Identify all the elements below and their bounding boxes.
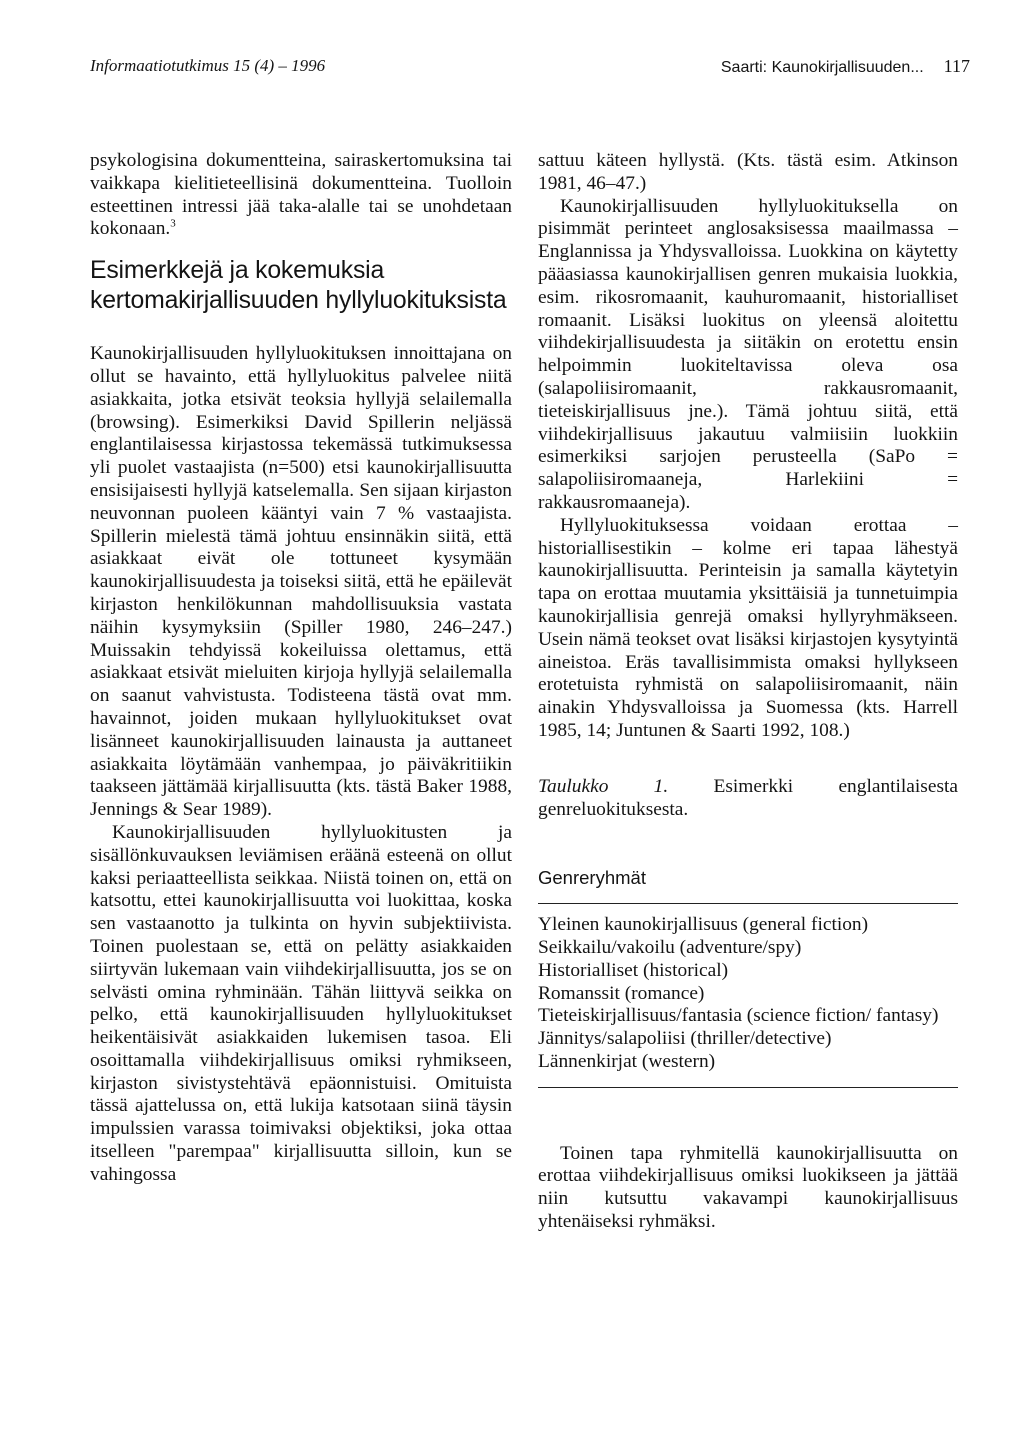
table-row: Tieteiskirjallisuus/fantasia (science fiction/ fantasy) xyxy=(538,1005,939,1027)
table-row: Historialliset (historical) xyxy=(538,959,729,981)
table-row: Romanssit (romance) xyxy=(538,982,705,1004)
table-top-rule xyxy=(538,903,958,904)
left-column xyxy=(90,150,512,1187)
genre-table xyxy=(538,867,958,1087)
table-rows xyxy=(538,914,958,1074)
section-heading: Esimerkkejä ja kokemuksia kertomakirjallisuuden hyllyluokituksista xyxy=(90,257,507,315)
paragraph-second-approach: Toinen tapa ryhmitellä kaunokirjallisuutta on erottaa viihdekirjallisuus omiksi luokikseen ja jättää niin kutsuttu vakavampi kaunokirjallisuus yhtenäiseksi ryhmäksi. xyxy=(538,1142,958,1233)
table-bottom-rule xyxy=(538,1087,958,1088)
running-header xyxy=(90,56,970,86)
continued-paragraph xyxy=(90,150,512,241)
table-caption-label: Taulukko 1. xyxy=(538,775,669,797)
table-row: Yleinen kaunokirjallisuus (general fiction) xyxy=(538,914,869,936)
footnote-ref: 3 xyxy=(170,217,176,230)
table-header: Genreryhmät xyxy=(538,867,646,889)
continued-paragraph-text: psykologisina dokumentteina, sairaskertomuksina tai vaikkapa kielitieteellisinä dokumentteina. Tuolloin esteettinen intressi jää taka-alalle tai se unohdetaan kokonaan. xyxy=(90,150,512,240)
paragraph-browsing: Kaunokirjallisuuden hyllyluokituksen innoittajana on ollut se havainto, että hyllyluokitus palvelee niitä asiakkaita, jotka etsivät teoksia hyllyjä selailemalla (browsing). Esimerkiksi David Spillerin neljässä englantilaisessa kirjastossa tekemässä tutkimuksessa yli puolet vastaajista (n=500) etsi kaunokirjallisuutta ensisijaisesti hyllyjä katselemalla. Sen sijaan kirjaston neuvonnan puoleen kääntyi vain 7 % vastaajista. Spillerin mielestä tämä johtuu ensinnäkin siitä, että asiakkaat eivät ole tottuneet kysymään kaunokirjallisuudesta ja toiseksi siitä, että he epäilevät kirjaston henkilökunnan mahdollisuuksia vastata näihin kysymyksiin (Spiller 1980, 246–247.) Muissakin tehdyissä kokeiluissa olettamus, että asiakkaat etsivät mieluiten kirjoja hyllyjä selailemalla on saanut vahvistusta. Todisteena tästä ovat mm. havainnot, joiden mukaan hyllyluokitukset ovat lisänneet kaunokirjallisuuden lainausta ja auttaneet asiakkaita löytämään vanhempaa, jo päiväkritiikin taakseen jättämää kirjallisuutta (kts. tästä Baker 1988, Jennings & Sear 1989). xyxy=(90,343,512,821)
paragraph-obstacles: Kaunokirjallisuuden hyllyluokitusten ja sisällönkuvauksen leviämisen eräänä esteenä on ollut kaksi periaatteellista seikkaa. Niistä toinen on, että on katsottu, ettei kaunokirjallisuutta voi luokittaa, koska sen vastaanotto ja tulkinta on hyvin subjektiivista. Toinen puolestaan se, että on pelätty asiakkaiden siirtyvän lukemaan vain viihdekirjallisuutta, jos se on selvästi omina ryhminään. Tähän liittyvä seikka on pelko, että kaunokirjallisuuden hyllyluokitukset heikentäisivät asiakkaiden lukemisen tasoa. Eli osoittamalla viihdekirjallisuus omiksi ryhmikseen, kirjaston sivistystehtävä epäonnistuisi. Omituista tässä ajattelussa on, että lukija katsotaan siinä täysin impulssien varassa toimivaksi objektiksi, joka ottaa itselleen "parempaa" kirjallisuutta silloin, kun se vahingossa xyxy=(90,821,512,1185)
table-caption-text: Esimerkki englantilaisesta genreluokituksesta. xyxy=(538,775,958,820)
table-row: Seikkailu/vakoilu (adventure/spy) xyxy=(538,936,802,958)
continued-paragraph-right: sattuu käteen hyllystä. (Kts. tästä esim. Atkinson 1981, 46–47.) xyxy=(538,150,958,194)
table-row: Lännenkirjat (western) xyxy=(538,1050,716,1072)
right-column xyxy=(538,150,958,1234)
table-caption xyxy=(538,776,958,822)
paragraph-three-approaches: Hyllyluokituksessa voidaan erottaa – historiallisestikin – kolme eri tapaa lähestyä kaunokirjallisuutta. Perinteisin ja samalla käytetyin tapa on erottaa muutamia yksittäisiä ja tunnetuimpia kaunokirjallisia genrejä omaksi hyllyryhmäkseen. Usein nämä teokset ovat lisäksi kirjastojen kysytyintä aineistoa. Eräs tavallisimmista omaksi hyllykseen erotetuista ryhmistä on salapoliisiromaanit, näin ainakin Yhdysvalloissa ja Suomessa (kts. Harrell 1985, 14; Juntunen & Saarti 1992, 108.) xyxy=(538,514,958,741)
page-number: 117 xyxy=(943,56,970,76)
journal-citation: Informaatiotutkimus 15 (4) – 1996 xyxy=(90,56,326,75)
paragraph-anglo-tradition: Kaunokirjallisuuden hyllyluokituksella on pisimmät perinteet anglosaksisessa maailmassa – Englannissa ja Yhdysvalloissa. Luokkina on käytetty pääasiassa kaunokirjallisen genren mukaisia luokkia, esim. rikosromaanit, kauhuromaanit, historialliset romaanit. Lisäksi luokitus on yleensä aloitettu viihdekirjallisuudesta ja siitäkin on erotettu ensin helpoimmin luokiteltavissa oleva osa (salapoliisiromaanit, rakkausromaanit, tieteiskirjallisuus jne.). Tämä johtuu siitä, että viihdekirjallisuus jakautuu valmiisiin luokkiin esimerkiksi sarjojen perusteella (SaPo = salapoliisiromaaneja, Harlekiini = rakkausromaaneja). xyxy=(538,195,958,513)
running-title-block xyxy=(721,56,970,77)
running-title: Saarti: Kaunokirjallisuuden... xyxy=(720,59,924,76)
table-row: Jännitys/salapoliisi (thriller/detective) xyxy=(538,1028,832,1050)
